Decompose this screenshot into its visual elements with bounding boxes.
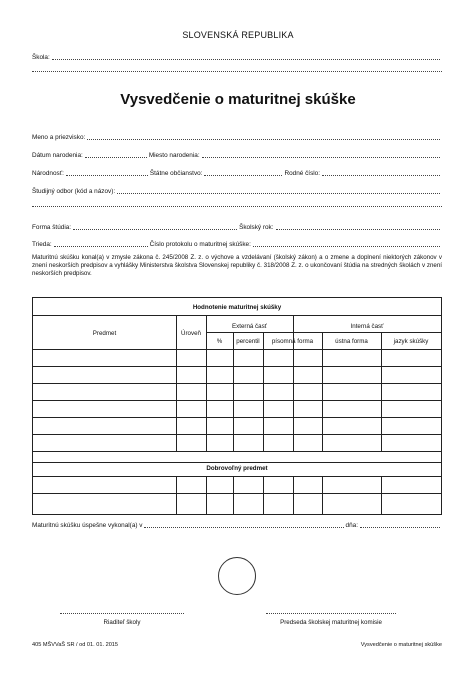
commission-signature-line[interactable] [266, 613, 396, 614]
nationality-field[interactable] [66, 170, 148, 176]
name-row [32, 134, 442, 141]
table-rule [33, 400, 441, 401]
table-rule [233, 476, 234, 514]
school-label: Škola: [32, 54, 50, 61]
name-field[interactable] [87, 134, 440, 140]
table-rule [206, 315, 207, 451]
field-of-study-line-2[interactable] [32, 206, 442, 207]
table-rule [263, 476, 264, 514]
col-language-header: jazyk skúšky [393, 338, 429, 345]
document-title: Vysvedčenie o maturitnej skúške [120, 91, 356, 108]
nationality-label: Národnosť: [32, 170, 64, 177]
col-written-header: písomná forma [271, 338, 314, 345]
class-field[interactable] [54, 241, 148, 247]
director-signature-line[interactable] [60, 613, 184, 614]
table-rule [33, 417, 441, 418]
table-rule [293, 476, 294, 514]
legal-text: Maturitnú skúšku konal(a) v zmysle zákona č. 245/2008 Z. z. o výchove a vzdelávaní (školský zákon) a o zmene a doplnení niektorých zákonov v znení neskorších predpisov a vyhlášky Ministerstva školstva Slovenskej republiky č. 318/2008 Z. z. o ukončovaní štúdia na stredných školách v znení neskorších predpisov. [32, 254, 442, 278]
col-external-header: Externá časť [232, 323, 267, 330]
grades-table [32, 297, 442, 515]
table-title: Hodnotenie maturitnej skúšky [192, 304, 282, 311]
table-rule [176, 315, 177, 451]
table-rule [293, 315, 294, 451]
table-rule [206, 476, 207, 514]
table-rule [381, 332, 382, 451]
result-date-field[interactable] [360, 522, 440, 528]
school-field[interactable] [52, 54, 440, 60]
table-rule [176, 476, 177, 514]
table-rule [33, 349, 441, 350]
country-heading: SLOVENSKÁ REPUBLIKA [182, 30, 294, 40]
field-of-study-label: Študijný odbor (kód a názov): [32, 188, 116, 195]
result-date-label: dňa: [345, 522, 358, 529]
table-rule [322, 476, 323, 514]
table-rule [33, 493, 441, 494]
table-rule [263, 332, 264, 451]
field-of-study-field[interactable] [117, 188, 440, 194]
table-rule [33, 451, 441, 452]
voluntary-section-title: Dobrovoľný predmet [206, 465, 268, 472]
name-label: Meno a priezvisko: [32, 134, 86, 141]
seal-circle [218, 557, 256, 595]
result-school-field[interactable] [144, 522, 343, 528]
form-code: 405 MŠVVaŠ SR / od 01. 01. 2015 [32, 642, 119, 648]
study-form-row [32, 224, 442, 231]
school-row [32, 54, 442, 61]
table-rule [33, 462, 441, 463]
field-of-study-row [32, 188, 442, 195]
school-year-label: Školský rok: [239, 224, 274, 231]
table-rule [322, 332, 323, 451]
birth-number-field[interactable] [322, 170, 440, 176]
result-row [32, 522, 442, 529]
director-signature-label: Riaditeľ školy [103, 619, 141, 626]
protocol-label: Číslo protokolu o maturitnej skúške: [149, 241, 251, 248]
nationality-row [32, 170, 442, 177]
citizenship-label: Štátne občianstvo: [149, 170, 203, 177]
study-form-label: Forma štúdia: [32, 224, 72, 231]
citizenship-field[interactable] [204, 170, 282, 176]
col-percent-header: % [216, 338, 223, 345]
protocol-field[interactable] [253, 241, 440, 247]
birth-place-field[interactable] [202, 152, 440, 158]
commission-signature-label: Predseda školskej maturitnej komisie [280, 619, 382, 626]
col-level-header: Úroveň [181, 330, 201, 337]
table-rule [233, 332, 234, 451]
table-rule [33, 434, 441, 435]
table-rule [33, 366, 441, 367]
school-field-line-2[interactable] [32, 71, 442, 72]
col-subject-header: Predmet [92, 330, 117, 337]
study-form-field[interactable] [73, 224, 237, 230]
table-rule [206, 332, 441, 333]
class-row [32, 241, 442, 248]
class-label: Trieda: [32, 241, 52, 248]
birth-place-label: Miesto narodenia: [148, 152, 200, 159]
result-label: Maturitnú skúšku úspešne vykonal(a) v [32, 522, 143, 529]
col-percentile-header: percentil [236, 338, 260, 345]
birth-date-field[interactable] [85, 152, 147, 158]
col-oral-header: ústna forma [335, 338, 368, 345]
table-rule [33, 315, 441, 316]
col-internal-header: Interná časť [350, 323, 384, 330]
form-name: Vysvedčenie o maturitnej skúške [360, 642, 442, 648]
school-year-field[interactable] [276, 224, 440, 230]
birth-date-label: Dátum narodenia: [32, 152, 83, 159]
birth-number-label: Rodné číslo: [284, 170, 321, 177]
table-rule [33, 476, 441, 477]
table-rule [381, 476, 382, 514]
birth-row [32, 152, 442, 159]
table-rule [33, 383, 441, 384]
